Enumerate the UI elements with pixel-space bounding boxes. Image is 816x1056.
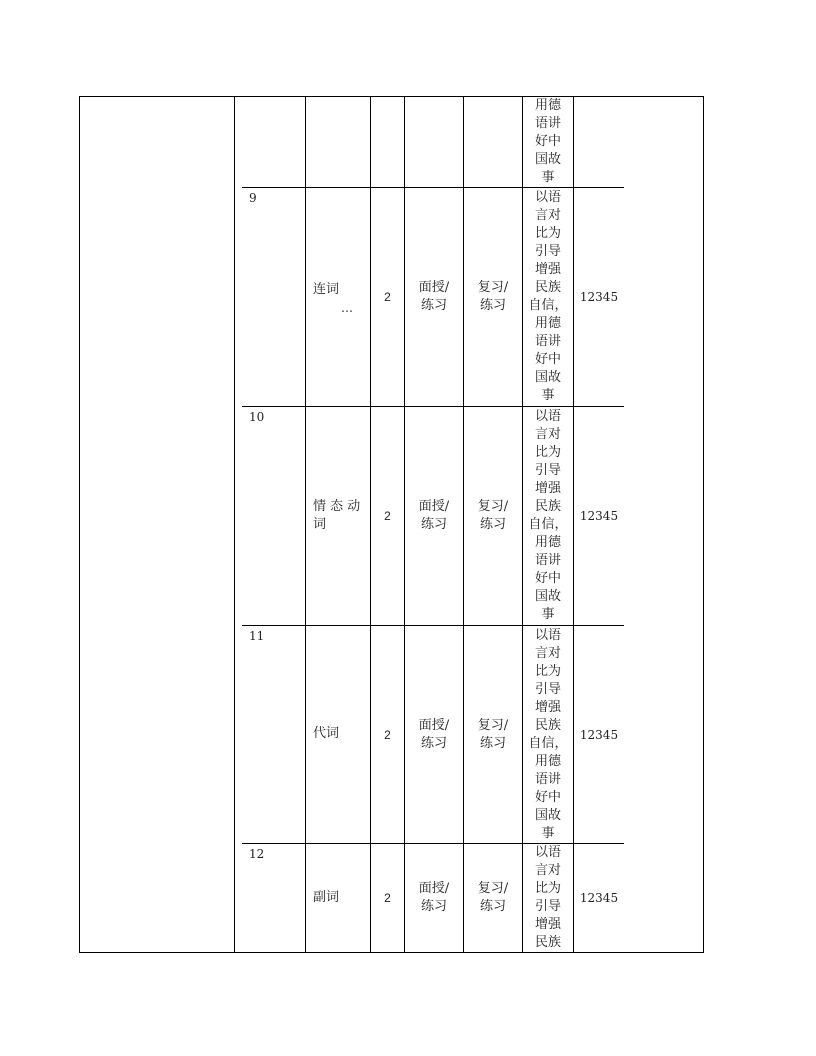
ideology-text: 以语 言对 比为 引导 增强 民族 自信， 用德 语讲 好中 国故 事 (528, 409, 568, 622)
method-text: 面授/ 练习 (418, 717, 450, 751)
ideology-text: 以语 言对 比为 引导 增强 民族 (534, 845, 561, 950)
code-cell: 12345 (579, 727, 619, 742)
row-number: 12 (249, 847, 265, 861)
ideology-text: 以语 言对 比为 引导 增强 民族 自信， 用德 语讲 好中 国故 事 (528, 190, 568, 403)
after-class-text: 复习/ 练习 (477, 280, 509, 313)
row-number: 9 (249, 191, 257, 205)
method-text: 面授/ 练习 (418, 499, 450, 532)
method-cell (405, 188, 463, 406)
method-text: 面授/ 练习 (418, 881, 450, 914)
table-border-top (79, 96, 704, 97)
method-cell (405, 626, 463, 843)
row-number: 10 (249, 410, 265, 424)
code-cell: 12345 (579, 509, 619, 523)
ideology-text: 以语 言对 比为 引导 增强 民族 自信， 用德 语讲 好中 国故 事 (528, 627, 568, 841)
table-border-left (79, 96, 80, 953)
code-cell: 12345 (579, 290, 619, 304)
after-class-cell (464, 407, 522, 625)
after-class-text: 复习/ 练习 (477, 499, 509, 532)
hours-cell: 2 (384, 290, 391, 304)
after-class-text: 复习/ 练习 (477, 881, 509, 914)
hours-cell: 2 (384, 891, 391, 905)
method-text: 面授/ 练习 (418, 280, 450, 313)
ideology-cell-partial (523, 97, 573, 187)
column-divider (234, 96, 235, 953)
code-cell: 12345 (579, 891, 619, 905)
topic-cell: 连词 (313, 282, 340, 297)
table-border-bottom (79, 952, 704, 953)
table-border-right (703, 96, 704, 953)
after-class-text: 复习/ 练习 (477, 717, 509, 751)
after-class-cell (464, 188, 522, 406)
ideology-cell (523, 188, 573, 406)
after-class-cell (464, 844, 522, 952)
topic-cell: 情 态 动 词 (313, 499, 361, 532)
topic-ellipsis: … (341, 301, 353, 315)
method-cell (405, 407, 463, 625)
ideology-cell (523, 626, 573, 843)
after-class-cell (464, 626, 522, 843)
ideology-cell (523, 844, 573, 952)
row-number: 11 (249, 629, 265, 643)
column-divider (305, 96, 306, 953)
hours-cell: 2 (384, 727, 391, 742)
topic-cell: 副词 (313, 890, 340, 905)
hours-cell: 2 (384, 509, 391, 523)
ideology-text: 用德 语讲 好中 国故 事 (534, 98, 561, 185)
topic-cell: 代词 (313, 726, 340, 741)
method-cell (405, 844, 463, 952)
ideology-cell (523, 407, 573, 625)
